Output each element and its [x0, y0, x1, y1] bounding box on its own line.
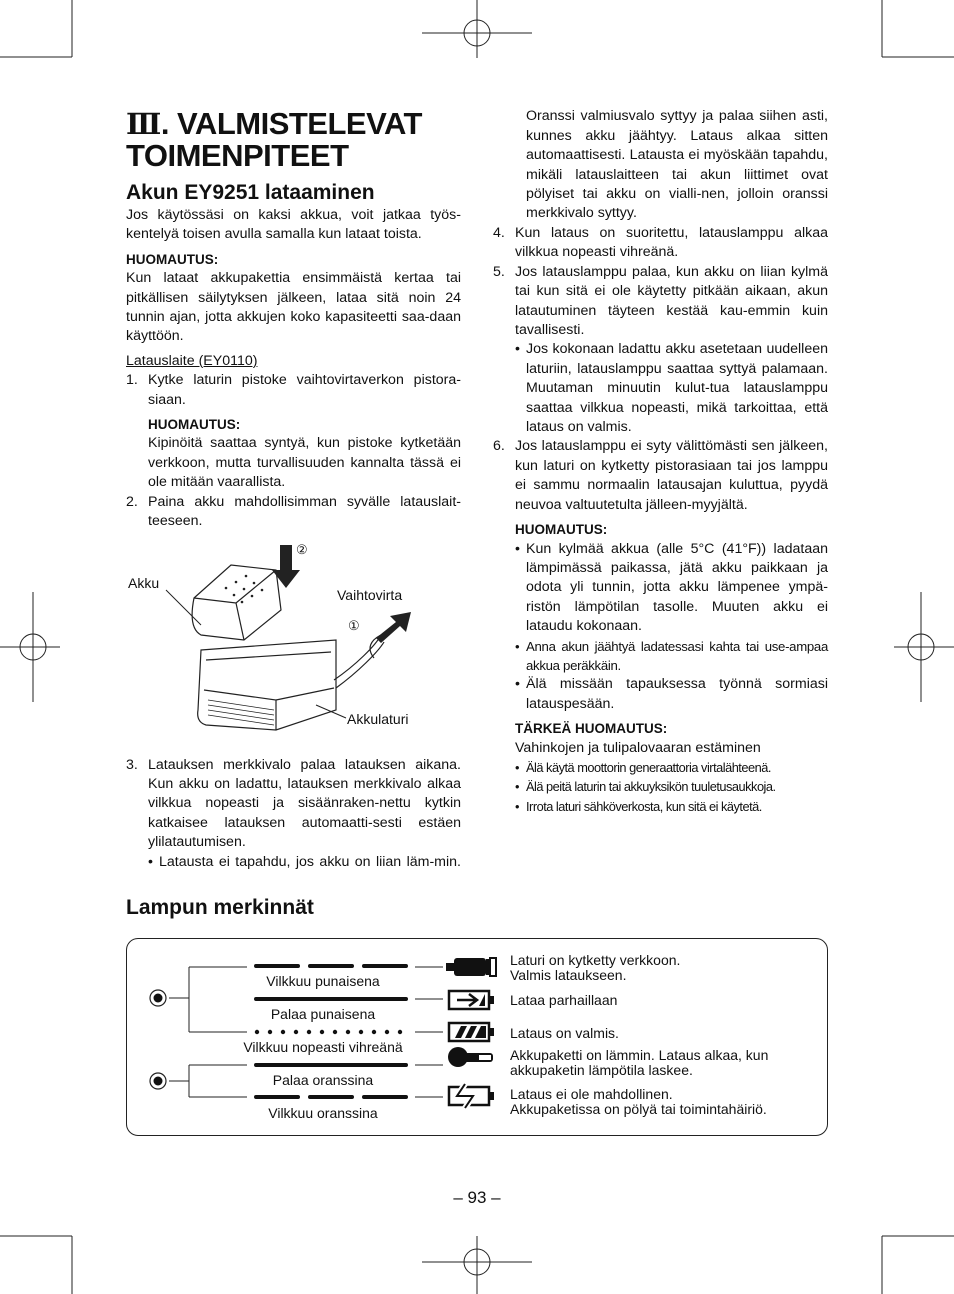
- lamp-state-label: Palaa punaisena: [270, 1006, 376, 1022]
- label-akkulaturi: Akkulaturi: [347, 710, 409, 727]
- important-bullet: • Älä käytä moottorin generaattoria virtalähteenä.: [515, 759, 771, 775]
- step-6: 6. Jos latauslamppu ei syty välittömästi sen jälkeen, kun laturi on kytketty pistorasiaan tai jos lamppu ei sammu normaalin latausajan kuluttua, pyydä neuvoa valtuutetulta jälleen-myyjältä.: [493, 438, 828, 513]
- thermometer-icon: [448, 1047, 493, 1067]
- note-label: HUOMAUTUS:: [126, 251, 219, 267]
- important-label: TÄRKEÄ HUOMAUTUS:: [515, 721, 668, 737]
- lamp-description: Lataus ei ole mahdollinen. Akkupaketissa on pölyä tai toimintahäiriö.: [510, 1086, 767, 1117]
- lamp-indicator-table: [126, 938, 828, 1136]
- page-title: Ⅲ. VALMISTELEVAT TOIMENPITEET: [126, 106, 422, 173]
- note-2-bullet: • Anna akun jäähtyä ladatessasi kahta tai use-ampaa akkua peräkkäin.: [515, 638, 828, 673]
- step-5: 5. Jos latauslamppu palaa, kun akku on liian kylmä tai kun sitä ei ole käytetty pitkään aikaan, akun latautuminen täyteen kestää kau-emmin kuin tavallisesti.: [493, 263, 828, 339]
- error-battery-icon: [449, 1084, 494, 1108]
- full-battery-icon: [449, 1023, 494, 1041]
- charging-battery-icon: [449, 991, 494, 1009]
- page-number: – 93 –: [453, 1188, 501, 1207]
- lamp-state-label: Vilkkuu nopeasti vihreänä: [243, 1039, 403, 1055]
- charger-drawing: [126, 540, 461, 750]
- lamp-description: Lataus on valmis.: [510, 1025, 619, 1041]
- step-3-bullet-start: • Latausta ei tapahdu, jos akku on liian läm-min.: [148, 853, 461, 870]
- right-column: [493, 107, 828, 816]
- charger-illustration: [126, 540, 461, 750]
- important-bullet: • Irrota laturi sähköverkosta, kun sitä ei käytetä.: [515, 798, 762, 814]
- charger-label: Latauslaite (EY0110): [126, 352, 258, 369]
- plug-icon: [446, 958, 496, 976]
- step-1-note-label: HUOMAUTUS:: [148, 417, 241, 433]
- lamp-description: Akkupaketti on lämmin. Lataus alkaa, kun akkupaketin lämpötila laskee.: [510, 1047, 769, 1078]
- step-1-note: Kipinöitä saattaa syntyä, kun pistoke kytketään verkkoon, mutta turvallisuuden kannalta tässä ei ole mitään vaarallista.: [148, 435, 461, 491]
- note-2-bullet: • Älä missään tapauksessa työnnä sormiasi latauspesään.: [515, 676, 828, 712]
- rapid-blink-dots: [255, 1030, 402, 1034]
- important-list: [493, 758, 828, 816]
- step-1: 1. Kytke laturin pistoke vaihtovirtaverkon pistora-siaan.: [126, 372, 461, 408]
- section-heading-lamp: Lampun merkinnät: [126, 896, 314, 919]
- step-3-bullet-continued: Oranssi valmiusvalo syttyy ja palaa siihen asti, kunnes akku jäähtyy. Lataus alkaa sitten automaattisesti. Latausta ei myöskään tapahdu, mikäli latauslaitteen tai akun liittimet ovat pölyiset tai akku on vialli-nen, jolloin oranssi merkkivalo syttyy.: [526, 108, 828, 222]
- intro-text: Jos käytössäsi on kaksi akkua, voit jatkaa työs-kentelyä toisen avulla samalla kun lataat toista.: [126, 207, 461, 243]
- lamp-description: Laturi on kytketty verkkoon. Valmis lataukseen.: [510, 952, 681, 983]
- note-2-bullet: • Kun kylmää akkua (alle 5°C (41°F)) ladataan lämpimässä paikassa, jätä akku paikkaan ja odota yli tunnin, jotta akku lämpenee ympä-ristön lämpötilan tasolle. Muuten akku ei lataudu kokonaan.: [515, 540, 828, 635]
- lamp-state-label: Palaa oranssina: [272, 1072, 374, 1088]
- marker-1: ①: [348, 617, 360, 633]
- label-vaihtovirta: Vaihtovirta: [337, 586, 403, 603]
- lamp-state-label: Vilkkuu punaisena: [266, 973, 380, 989]
- marker-2: ②: [296, 541, 308, 557]
- note-2-label: HUOMAUTUS:: [515, 522, 608, 538]
- section-heading-charging: Akun EY9251 lataaminen: [126, 181, 375, 204]
- note-2-list: [493, 540, 828, 715]
- step-4: 4. Kun lataus on suoritettu, latauslamppu alkaa vilkkua nopeasti vihreänä.: [493, 225, 828, 261]
- important-bullet: • Älä peitä laturin tai akkuyksikön tuuletusaukkoja.: [515, 779, 776, 795]
- step-2: 2. Paina akku mahdollisimman syvälle latauslait-teeseen.: [126, 493, 461, 530]
- step-5-bullet: • Jos kokonaan ladattu akku asetetaan uudelleen laturiin, latauslamppu saattaa syttyä palamaan. Muutaman minuutin kulut-tua latauslamppu saattaa vilkkua nopeasti, mikä tarkoittaa, että lataus on valmis.: [515, 341, 828, 436]
- note-text: Kun lataat akkupakettia ensimmäistä kertaa tai pitkällisen säilytyksen jälkeen, lataa sitä noin 24 tunnin ajan, jotta akkujen koko kapasiteetti saa-daan käyttöön.: [126, 270, 461, 345]
- lamp-state-label: Vilkkuu oranssina: [268, 1105, 378, 1121]
- lamp-description: Lataa parhaillaan: [510, 992, 618, 1008]
- label-akku: Akku: [128, 574, 160, 591]
- important-intro: Vahinkojen ja tulipalovaaran estäminen: [515, 739, 761, 756]
- step-3: 3. Latauksen merkkivalo palaa latauksen aikana. Kun akku on ladattu, latauksen merkkivalo alkaa vilkkua nopeasti ja sisäänraken-nettu kytkin katkaisee latauksen automaatti-sesti estäen ylilatautumisen.: [126, 756, 461, 851]
- left-column: [126, 108, 461, 872]
